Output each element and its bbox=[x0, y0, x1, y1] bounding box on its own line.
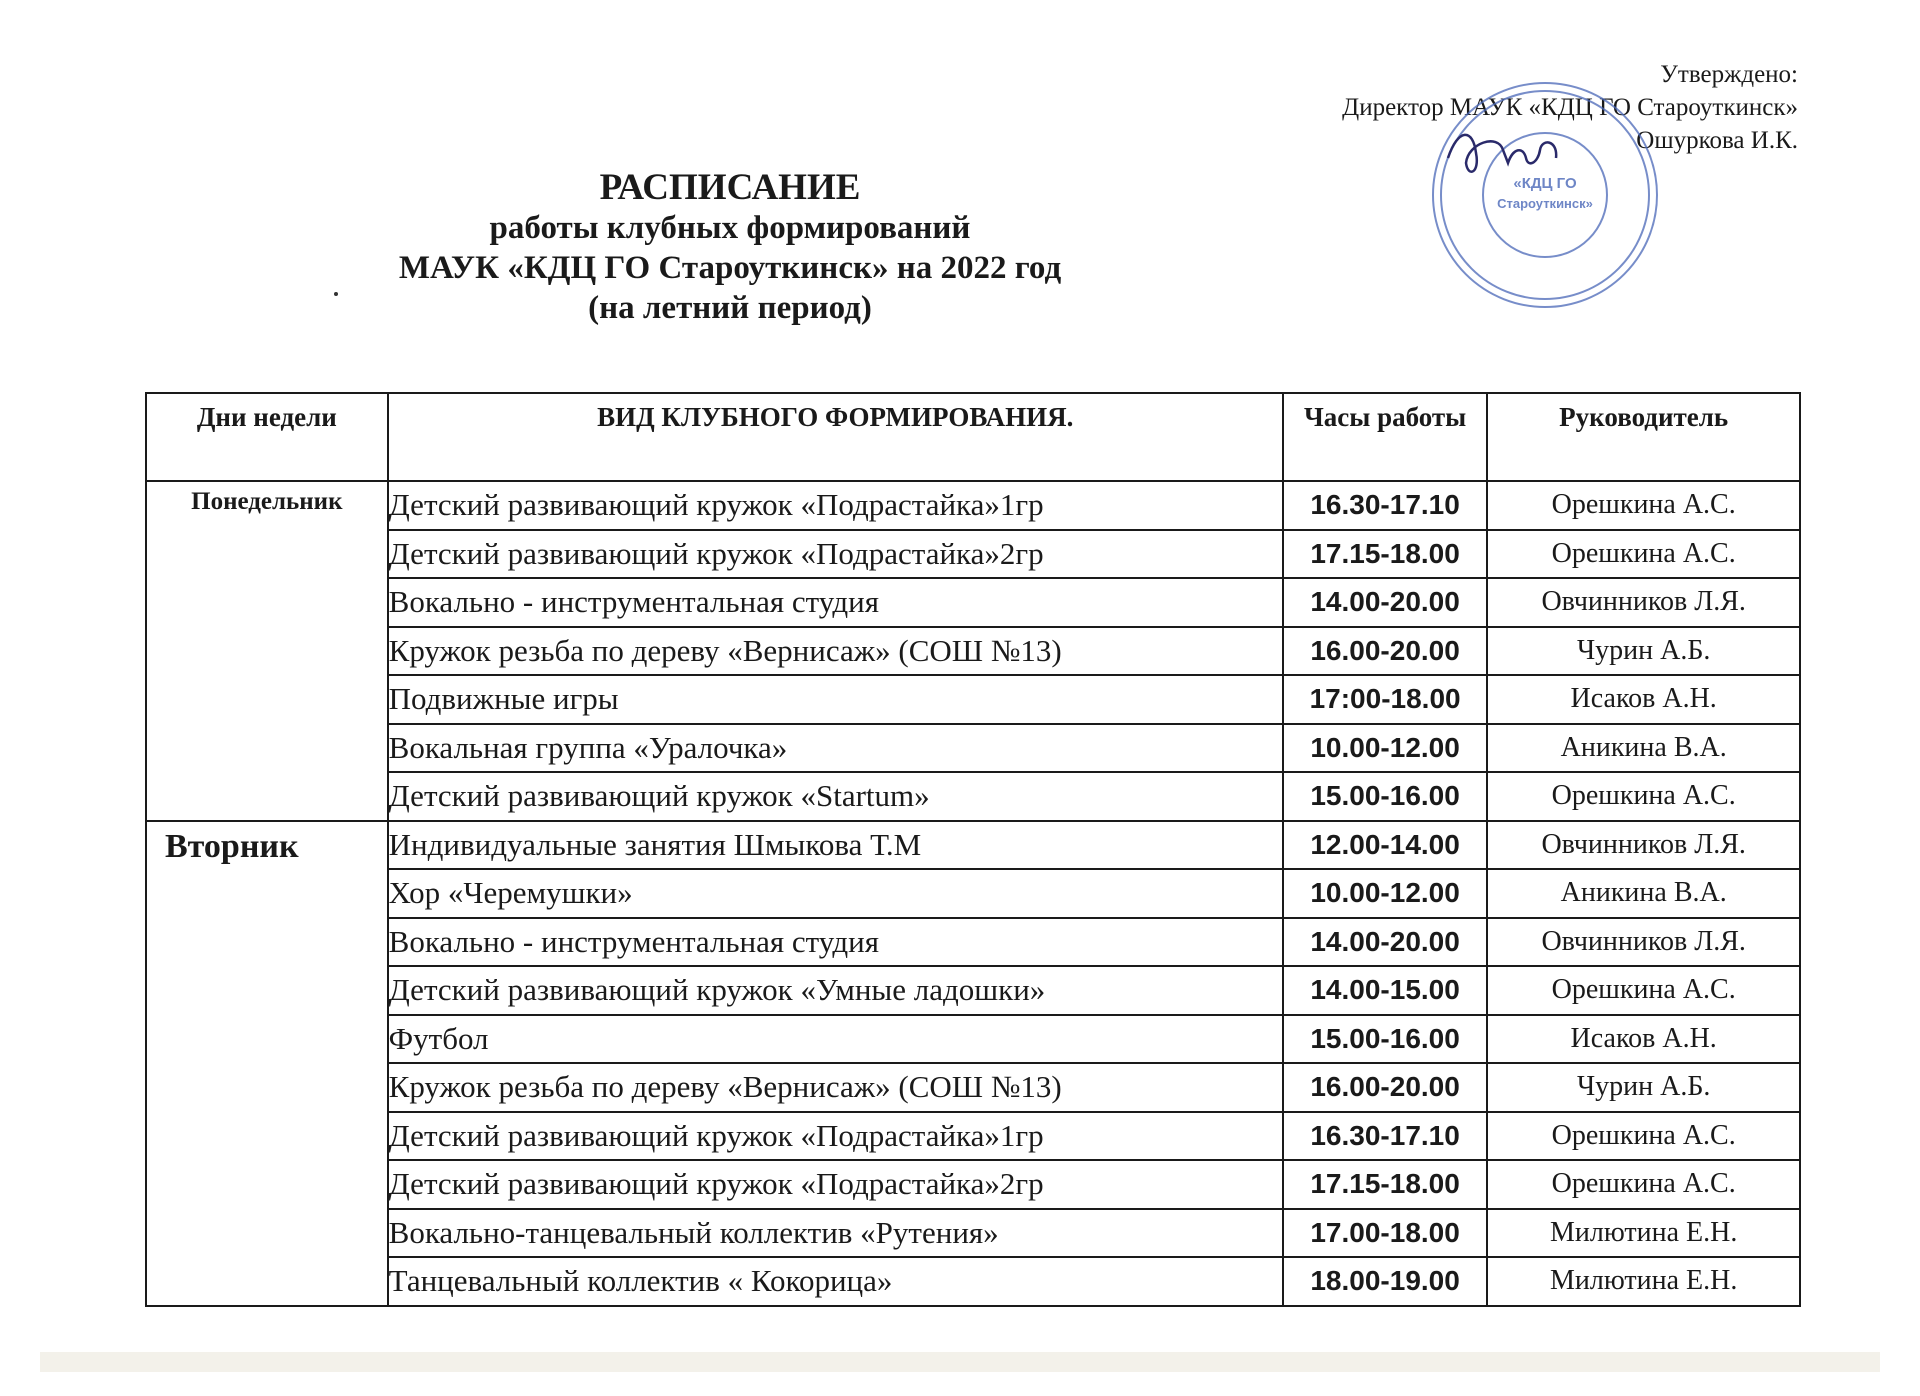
header-leader: Руководитель bbox=[1487, 393, 1800, 481]
hours-cell: 17.00-18.00 bbox=[1283, 1209, 1488, 1258]
hours-cell: 14.00-20.00 bbox=[1283, 578, 1488, 627]
table-row bbox=[146, 1015, 1800, 1064]
approval-director: Директор МАУК «КДЦ ГО Староуткинск» bbox=[1342, 94, 1798, 121]
day-cell: Вторник bbox=[146, 821, 388, 1306]
activity-cell: Кружок резьба по дереву «Вернисаж» (СОШ №13) bbox=[388, 627, 1283, 676]
header-activity: ВИД КЛУБНОГО ФОРМИРОВАНИЯ. bbox=[388, 393, 1283, 481]
activity-cell: Детский развивающий кружок «Умные ладошки» bbox=[388, 966, 1283, 1015]
hours-cell: 18.00-19.00 bbox=[1283, 1257, 1488, 1306]
activity-cell: Танцевальный коллектив « Кокорица» bbox=[388, 1257, 1283, 1306]
title-line-3: МАУК «КДЦ ГО Староуткинск» на 2022 год bbox=[398, 250, 1062, 286]
hours-cell: 12.00-14.00 bbox=[1283, 821, 1488, 870]
table-row bbox=[146, 578, 1800, 627]
table-row bbox=[146, 1160, 1800, 1209]
hours-cell: 14.00-15.00 bbox=[1283, 966, 1488, 1015]
leader-cell: Чурин А.Б. bbox=[1487, 1063, 1800, 1112]
table-row bbox=[146, 627, 1800, 676]
hours-cell: 16.00-20.00 bbox=[1283, 1063, 1488, 1112]
activity-cell: Вокально - инструментальная студия bbox=[388, 578, 1283, 627]
leader-cell: Орешкина А.С. bbox=[1487, 966, 1800, 1015]
leader-cell: Аникина В.А. bbox=[1487, 869, 1800, 918]
hours-cell: 17:00-18.00 bbox=[1283, 675, 1488, 724]
leader-cell: Овчинников Л.Я. bbox=[1487, 578, 1800, 627]
table-row bbox=[146, 1209, 1800, 1258]
leader-cell: Орешкина А.С. bbox=[1487, 772, 1800, 821]
hours-cell: 14.00-20.00 bbox=[1283, 918, 1488, 967]
monday-section bbox=[146, 481, 1800, 821]
activity-cell: Детский развивающий кружок «Startum» bbox=[388, 772, 1283, 821]
table-row bbox=[146, 869, 1800, 918]
scan-edge bbox=[40, 1352, 1880, 1372]
hours-cell: 16.30-17.10 bbox=[1283, 1112, 1488, 1161]
hours-cell: 17.15-18.00 bbox=[1283, 530, 1488, 579]
leader-cell: Орешкина А.С. bbox=[1487, 530, 1800, 579]
leader-cell: Аникина В.А. bbox=[1487, 724, 1800, 773]
approval-title: Утверждено: bbox=[1660, 61, 1798, 88]
activity-cell: Детский развивающий кружок «Подрастайка»1гр bbox=[388, 481, 1283, 530]
activity-cell: Хор «Черемушки» bbox=[388, 869, 1283, 918]
header-hours: Часы работы bbox=[1283, 393, 1488, 481]
activity-cell: Кружок резьба по дереву «Вернисаж» (СОШ №13) bbox=[388, 1063, 1283, 1112]
activity-cell: Детский развивающий кружок «Подрастайка»1гр bbox=[388, 1112, 1283, 1161]
leader-cell: Овчинников Л.Я. bbox=[1487, 821, 1800, 870]
leader-cell: Милютина Е.Н. bbox=[1487, 1257, 1800, 1306]
table-row bbox=[146, 821, 1800, 870]
table-header-row bbox=[146, 393, 1800, 481]
hours-cell: 15.00-16.00 bbox=[1283, 772, 1488, 821]
leader-cell: Орешкина А.С. bbox=[1487, 1112, 1800, 1161]
tuesday-section bbox=[146, 821, 1800, 1306]
leader-cell: Орешкина А.С. bbox=[1487, 481, 1800, 530]
table-row bbox=[146, 1063, 1800, 1112]
activity-cell: Вокально - инструментальная студия bbox=[388, 918, 1283, 967]
activity-cell: Детский развивающий кружок «Подрастайка»2гр bbox=[388, 530, 1283, 579]
table-row bbox=[146, 1257, 1800, 1306]
hours-cell: 10.00-12.00 bbox=[1283, 869, 1488, 918]
leader-cell: Овчинников Л.Я. bbox=[1487, 918, 1800, 967]
activity-cell: Вокально-танцевальный коллектив «Рутения» bbox=[388, 1209, 1283, 1258]
hours-cell: 16.00-20.00 bbox=[1283, 627, 1488, 676]
stamp-text-2: Староуткинск» bbox=[1497, 196, 1593, 211]
leader-cell: Исаков А.Н. bbox=[1487, 1015, 1800, 1064]
signature-mark bbox=[1448, 135, 1556, 172]
leader-cell: Исаков А.Н. bbox=[1487, 675, 1800, 724]
stamp-text-1: «КДЦ ГО bbox=[1513, 175, 1577, 192]
table-row bbox=[146, 675, 1800, 724]
official-stamp bbox=[1428, 78, 1662, 312]
hours-cell: 15.00-16.00 bbox=[1283, 1015, 1488, 1064]
table-row bbox=[146, 772, 1800, 821]
document-title bbox=[0, 168, 1460, 328]
activity-cell: Детский развивающий кружок «Подрастайка»2гр bbox=[388, 1160, 1283, 1209]
header-days: Дни недели bbox=[146, 393, 388, 481]
schedule-table bbox=[145, 392, 1801, 1307]
activity-cell: Футбол bbox=[388, 1015, 1283, 1064]
leader-cell: Милютина Е.Н. bbox=[1487, 1209, 1800, 1258]
title-line-1: РАСПИСАНИЕ bbox=[599, 167, 861, 208]
leader-cell: Чурин А.Б. bbox=[1487, 627, 1800, 676]
approval-name: Ошуркова И.К. bbox=[1636, 127, 1798, 154]
activity-cell: Подвижные игры bbox=[388, 675, 1283, 724]
activity-cell: Вокальная группа «Уралочка» bbox=[388, 724, 1283, 773]
title-line-2: работы клубных формирований bbox=[489, 210, 971, 246]
title-line-4: (на летний период) bbox=[588, 290, 872, 326]
leader-cell: Орешкина А.С. bbox=[1487, 1160, 1800, 1209]
hours-cell: 10.00-12.00 bbox=[1283, 724, 1488, 773]
table-row bbox=[146, 530, 1800, 579]
hours-cell: 16.30-17.10 bbox=[1283, 481, 1488, 530]
activity-cell: Индивидуальные занятия Шмыкова Т.М bbox=[388, 821, 1283, 870]
table-row bbox=[146, 724, 1800, 773]
table-row bbox=[146, 966, 1800, 1015]
hours-cell: 17.15-18.00 bbox=[1283, 1160, 1488, 1209]
day-cell: Понедельник bbox=[146, 481, 388, 821]
table-row bbox=[146, 1112, 1800, 1161]
table-row bbox=[146, 918, 1800, 967]
table-row bbox=[146, 481, 1800, 530]
